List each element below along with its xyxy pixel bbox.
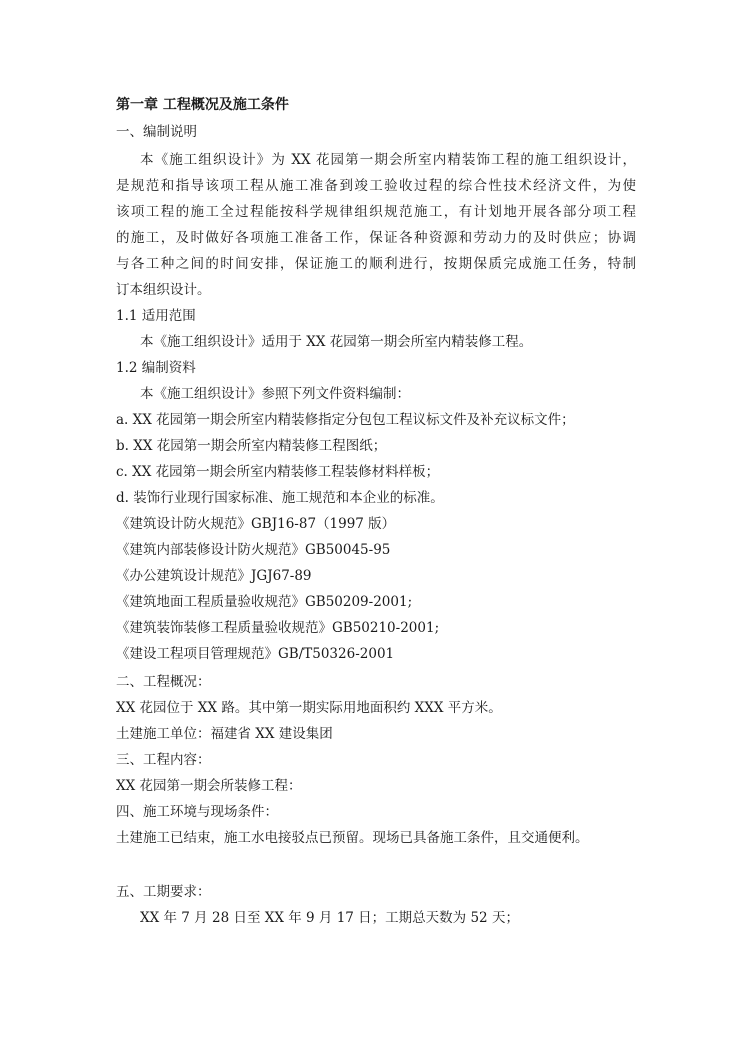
section-5-heading: 五、工期要求： — [116, 884, 211, 900]
section-1-2-intro: 本《施工组织设计》参照下列文件资料编制： — [140, 386, 410, 402]
standard-item: 《建设工程项目管理规范》GB/T50326-2001 — [116, 646, 395, 662]
standard-item: 《办公建筑设计规范》JGJ67-89 — [116, 568, 312, 584]
section-1-para-line: 是规范和指导该项工程从施工准备到竣工验收过程的综合性技术经济文件，为使 — [116, 178, 636, 194]
standard-item: 《建筑地面工程质量验收规范》GB50209-2001; — [116, 594, 413, 610]
section-2-heading: 二、工程概况： — [116, 674, 211, 690]
section-4-heading: 四、施工环境与现场条件： — [116, 804, 278, 820]
section-1-1-heading: 1.1 适用范围 — [116, 308, 196, 324]
section-1-para-line: 订本组织设计。 — [116, 282, 211, 298]
standard-item: 《建筑内部装修设计防火规范》GB50045-95 — [116, 542, 391, 558]
standard-item: 《建筑设计防火规范》GBJ16-87（1997 版） — [116, 516, 396, 532]
chapter-title: 第一章 工程概况及施工条件 — [116, 97, 289, 113]
reference-item: c. XX 花园第一期会所室内精装修工程装修材料样板； — [116, 464, 440, 480]
standard-item: 《建筑装饰装修工程质量验收规范》GB50210-2001; — [116, 620, 440, 636]
section-3-heading: 三、工程内容： — [116, 752, 211, 768]
section-1-para-line: 与各工种之间的时间安排，保证施工的顺利进行，按期保质完成施工任务，特制 — [116, 256, 636, 272]
section-1-para-line: 该项工程的施工全过程能按科学规律组织规范施工，有计划地开展各部分项工程 — [116, 204, 636, 220]
reference-item: b. XX 花园第一期会所室内精装修工程图纸； — [116, 438, 387, 454]
reference-item: a. XX 花园第一期会所室内精装修指定分包包工程议标文件及补充议标文件； — [116, 412, 575, 428]
section-1-para-line: 的施工，及时做好各项施工准备工作，保证各种资源和劳动力的及时供应；协调 — [116, 230, 636, 246]
reference-item: d. 装饰行业现行国家标准、施工规范和本企业的标准。 — [116, 490, 444, 506]
section-4-text: 土建施工已结束，施工水电接驳点已预留。现场已具备施工条件，且交通便利。 — [116, 830, 589, 846]
section-2-line: 土建施工单位：福建省 XX 建设集团 — [116, 726, 333, 742]
section-1-2-heading: 1.2 编制资料 — [116, 360, 196, 376]
section-5-text: XX 年 7 月 28 日至 XX 年 9 月 17 日；工期总天数为 52 天； — [140, 910, 519, 926]
section-1-heading: 一、编制说明 — [116, 124, 197, 140]
section-2-line: XX 花园位于 XX 路。其中第一期实际用地面积约 XXX 平方米。 — [116, 700, 502, 716]
section-3-text: XX 花园第一期会所装修工程： — [116, 778, 302, 794]
section-1-para-line: 本《施工组织设计》为 XX 花园第一期会所室内精装饰工程的施工组织设计， — [140, 152, 636, 168]
section-1-1-text: 本《施工组织设计》适用于 XX 花园第一期会所室内精装修工程。 — [140, 334, 533, 350]
